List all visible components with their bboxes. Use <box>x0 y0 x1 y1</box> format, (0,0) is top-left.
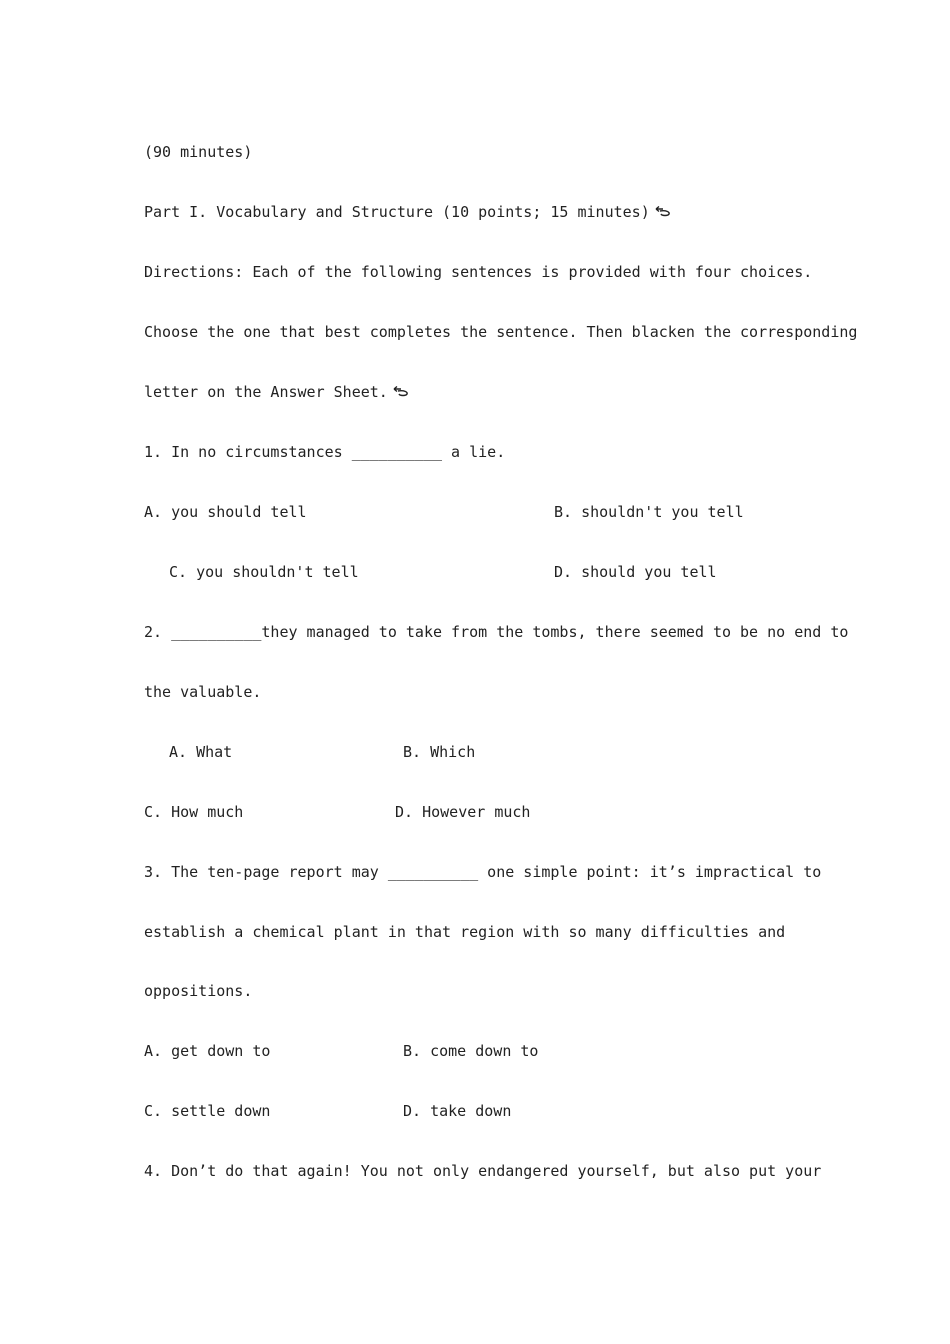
question-2-option-c: C. How much <box>144 803 244 821</box>
question-2-option-d: D. However much <box>395 803 531 821</box>
question-1-option-b: B. shouldn't you tell <box>554 503 744 521</box>
question-1-option-d: D. should you tell <box>554 563 717 581</box>
question-4-stem-line-1: 4. Don’t do that again! You not only endangered yourself, but also put your <box>144 1162 822 1180</box>
return-arrow-icon <box>392 386 410 398</box>
question-1-stem: 1. In no circumstances __________ a lie. <box>144 443 506 461</box>
question-1-option-c: C. you shouldn't tell <box>169 563 359 581</box>
directions-line-3 <box>144 382 410 402</box>
part-title-text: Part I. Vocabulary and Structure (10 points; 15 minutes) <box>144 203 650 221</box>
directions-line-3-text: letter on the Answer Sheet. <box>144 383 388 401</box>
exam-duration: (90 minutes) <box>144 143 253 161</box>
question-3-stem-line-2: establish a chemical plant in that region with so many difficulties and <box>144 923 786 941</box>
question-3-option-a: A. get down to <box>144 1042 271 1060</box>
question-2-stem-line-2: the valuable. <box>144 683 262 701</box>
question-3-option-d: D. take down <box>403 1102 512 1120</box>
question-3-option-b: B. come down to <box>403 1042 539 1060</box>
return-arrow-icon <box>654 206 672 218</box>
part-title <box>144 202 672 222</box>
directions-line-1: Directions: Each of the following sentences is provided with four choices. <box>144 263 813 281</box>
directions-line-2: Choose the one that best completes the sentence. Then blacken the corresponding <box>144 323 858 341</box>
question-3-option-c: C. settle down <box>144 1102 271 1120</box>
question-3-stem-line-3: oppositions. <box>144 982 253 1000</box>
question-3-stem-line-1: 3. The ten-page report may __________ one simple point: it’s impractical to <box>144 863 822 881</box>
question-2-option-a: A. What <box>169 743 233 761</box>
question-2-option-b: B. Which <box>403 743 476 761</box>
question-1-option-a: A. you should tell <box>144 503 307 521</box>
question-2-stem-line-1: 2. __________they managed to take from the tombs, there seemed to be no end to <box>144 623 849 641</box>
